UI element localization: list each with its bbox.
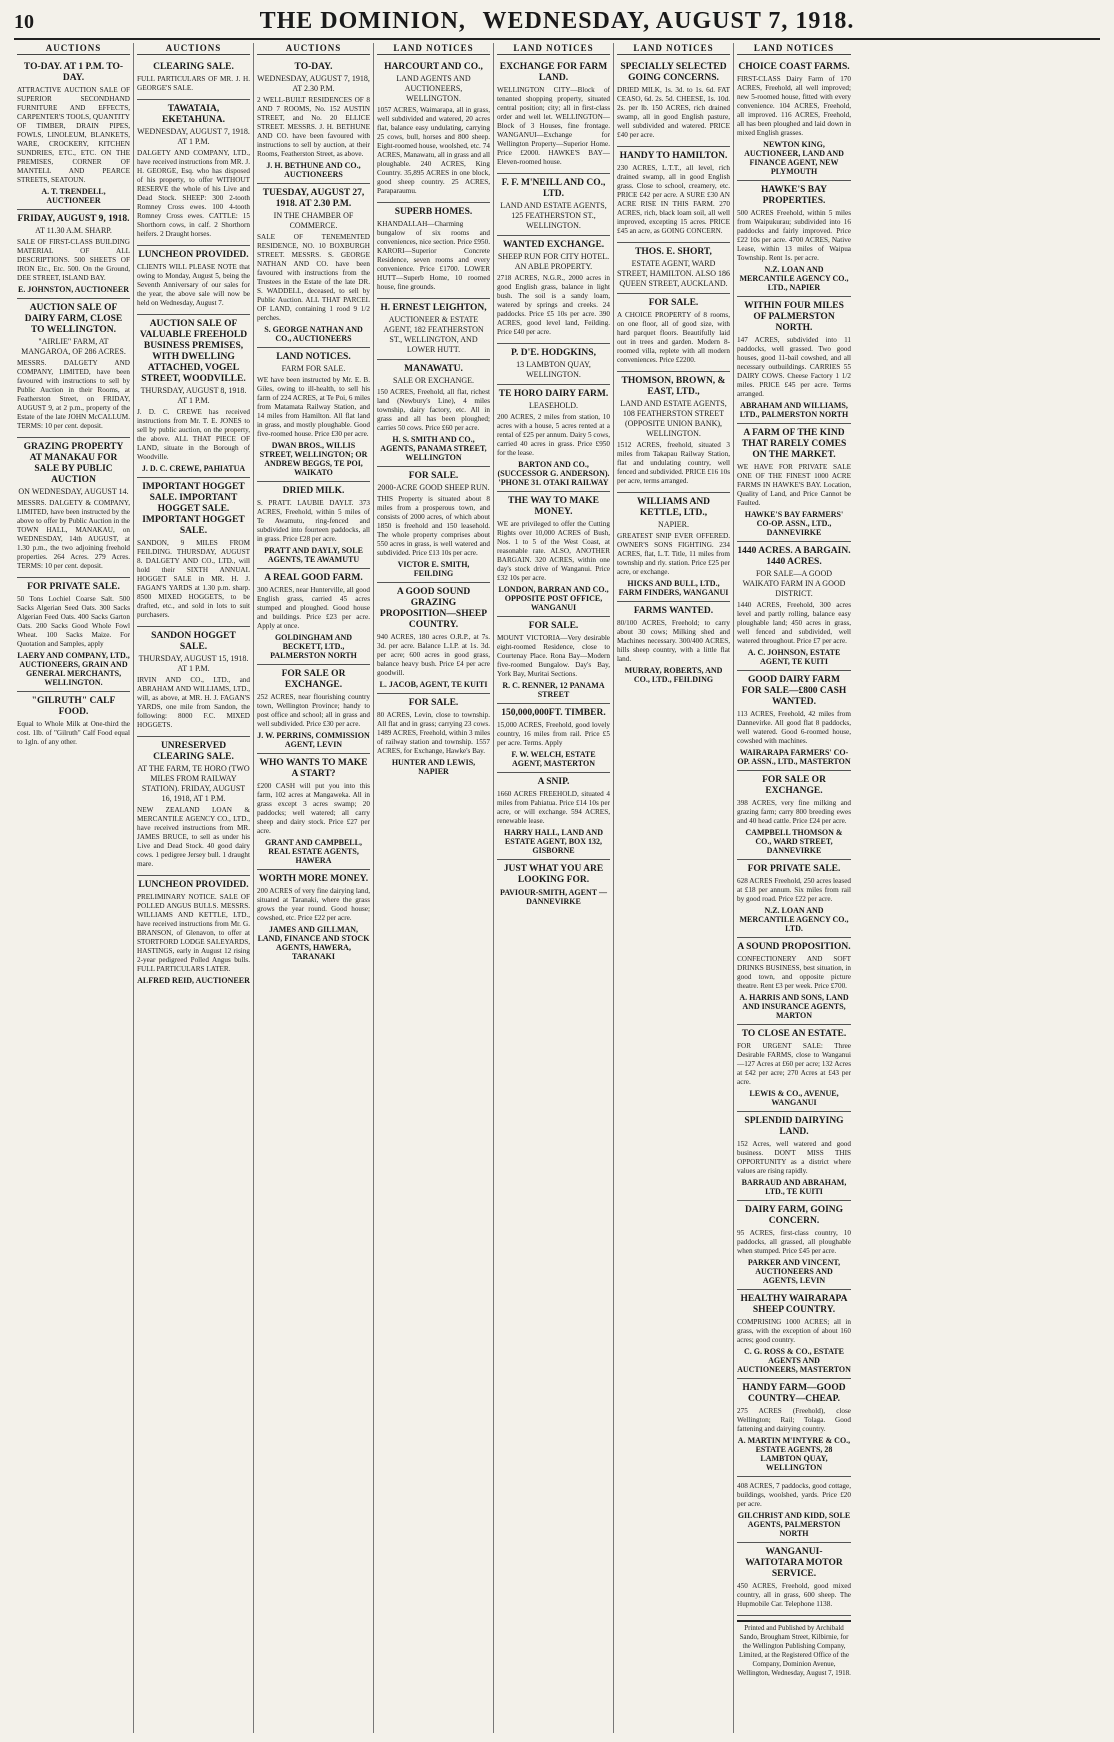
ad-body: 80/100 ACRES, Freehold; to carry about 30 cows; Milking shed and Machines necessary. 300/400 ACRES, hills sheep country, with a little flat land.: [617, 619, 730, 663]
ad-signature: PRATT AND DAYLY, SOLE AGENTS, TE AWAMUTU: [264, 546, 363, 564]
advertisement: [137, 100, 250, 246]
ad-signature: HARRY HALL, LAND AND ESTATE AGENT, BOX 132, GISBORNE: [504, 828, 603, 855]
advertisement: [17, 210, 130, 299]
ad-subhead: AUCTIONEER & ESTATE AGENT, 182 FEATHERSTON ST., WELLINGTON, AND LOWER HUTT.: [383, 315, 484, 354]
ad-headline: HEALTHY WAIRARAPA SHEEP COUNTRY.: [740, 1294, 848, 1315]
ad-body: 147 ACRES, subdivided into 11 paddocks, well grassed. Two good houses, good 11-bail cowshed, and all necessary outbuildings. CARRIES 55 DAIRY COWS. Cheese Factory 1 1/2 miles. PRICE £45 per acre. Terms arranged.: [737, 336, 851, 398]
ad-headline: FOR SALE OR EXCHANGE.: [762, 775, 826, 796]
ad-body: 150 ACRES, Freehold, all flat, richest land (Newbury's Line), 4 miles township, dairy factory, etc. All in grass and all has been ploughed; carries 50 cows. Price £60 per acre.: [377, 388, 490, 432]
ad-body: 940 ACRES, 180 acres O.R.P., at 7s. 3d. per acre. Balance L.I.P. at 1s. 3d. per acre; 600 acres in good grass, balance heavy bush. Price £4 per acre goodwill.: [377, 633, 490, 677]
ad-headline: FOR SALE.: [528, 621, 579, 631]
ad-subhead: AT 11.30 A.M. SHARP.: [35, 226, 112, 235]
advertisement: [737, 297, 851, 424]
ad-body: NEW ZEALAND LOAN & MERCANTILE AGENCY CO., LTD., have received instructions from MR. JAMES BRUCE, to sell as under his Live and Dead Stock. 40 good dairy cows. 1 pedigree Jersey bull. 1 draught mare.: [137, 806, 250, 868]
paper-name: THE DOMINION,: [259, 8, 466, 34]
ad-headline: HAWKE'S BAY PROPERTIES.: [761, 185, 827, 206]
ad-subhead: NAPIER.: [658, 520, 689, 529]
ad-headline: TO-DAY.: [294, 62, 333, 72]
ad-body: 230 ACRES, L.T.T., all level, rich drained swamp, all in good English grass. Close to school, creamery, etc. PRICE £42 per acre. A SURE £30 AN ACRE RISE IN THIS FARM. 270 ACRES, rich, black loam soil, all well improved, excepting 15 acres. PRICE £45 an acre, as GOING CONCERN.: [617, 164, 730, 235]
ad-body: 152 Acres, well watered and good business. DON'T MISS THIS OPPORTUNITY as a district where values are rising rapidly.: [737, 1140, 851, 1175]
ad-signature: A. C. JOHNSON, ESTATE AGENT, TE KUITI: [747, 648, 841, 666]
column-7: [734, 43, 854, 1733]
ad-headline: DAIRY FARM, GOING CONCERN.: [744, 1205, 844, 1226]
advertisement: [257, 665, 370, 754]
advertisement: [497, 174, 610, 236]
ad-signature: A. MARTIN M'INTYRE & CO., ESTATE AGENTS, 28 LAMBTON QUAY, WELLINGTON: [737, 1436, 851, 1472]
ad-signature: J. D. C. CREWE, PAHIATUA: [141, 464, 246, 473]
advertisement: [377, 360, 490, 467]
columns-container: [14, 43, 1100, 1733]
ad-headline: GRAZING PROPERTY AT MANAKAU FOR SALE BY PUBLIC AUCTION: [23, 442, 124, 485]
advertisement: [617, 372, 730, 493]
ad-body: 2 WELL-BUILT RESIDENCES OF 8 AND 7 ROOMS, No. 152 AUSTIN STREET, and No. 20 ELLICE STREET. MESSRS. J. H. BETHUNE AND CO. have been favoured with instructions to sell by auction, at their Rooms, Featherston Street, as above.: [257, 96, 370, 158]
ad-headline: LAND NOTICES.: [276, 352, 351, 362]
ad-signature: A. HARRIS AND SONS, LAND AND INSURANCE AGENTS, MARTON: [739, 993, 849, 1020]
issue-date: WEDNESDAY, AUGUST 7, 1918.: [482, 8, 855, 34]
ad-signature: N.Z. LOAN AND MERCANTILE AGENCY CO., LTD., NAPIER: [739, 265, 849, 292]
ad-signature: N.Z. LOAN AND MERCANTILE AGENCY CO., LTD.: [739, 906, 849, 933]
ad-headline: TO-DAY. AT 1 P.M. TO-DAY.: [23, 62, 124, 83]
advertisement: [497, 236, 610, 344]
advertisement: [137, 737, 250, 876]
ad-signature: E. JOHNSTON, AUCTIONEER: [18, 285, 129, 294]
ad-signature: H. S. SMITH AND CO., AGENTS, PANAMA STREET, WELLINGTON: [380, 435, 487, 462]
ad-signature: VICTOR E. SMITH, FEILDING: [397, 560, 470, 578]
column-header: LAND NOTICES: [737, 43, 851, 55]
ad-headline: FOR SALE.: [648, 298, 699, 308]
ad-body: FIRST-CLASS Dairy Farm of 170 ACRES, Freehold, all well improved; new 5-roomed house, fitted with every convenience. 104 ACRES, Freehold, all improved. 116 ACRES, Freehold, all has been ploughed and laid down in mixed English grasses.: [737, 75, 851, 137]
ad-headline: FOR PRIVATE SALE.: [27, 582, 120, 592]
ad-body: IRVIN AND CO., LTD., and ABRAHAM AND WILLIAMS, LTD., will, as above, at MR. H. J. FAGAN'S YARDS, one mile from Sandon, the following: 8000 F.C. MIXED HOGGETS.: [137, 676, 250, 729]
advertisement: [17, 692, 130, 753]
advertisement: [737, 771, 851, 860]
ad-body: 628 ACRES Freehold, 250 acres leased at £18 per annum. Six miles from rail by good road. Price £22 per acre.: [737, 877, 851, 903]
ad-headline: CLEARING SALE.: [153, 62, 234, 72]
column-2: [134, 43, 254, 1733]
ad-headline: THOMSON, BROWN, & EAST, LTD.,: [621, 376, 726, 397]
ad-headline: SPLENDID DAIRYING LAND.: [744, 1116, 844, 1137]
ad-signature: F. W. WELCH, ESTATE AGENT, MASTERTON: [511, 750, 596, 768]
ad-subhead: FARM FOR SALE.: [281, 364, 346, 373]
ad-headline: FOR SALE.: [408, 698, 459, 708]
ad-body: 50 Tons Lochiel Coarse Salt. 500 Sacks Algerian Seed Oats. 300 Sacks Algerian Feed Oats. 400 Sacks Garton Oats. 200 Sacks Good Whole Fowl Wheat. 100 Sacks Maize. For Quotation and Samples, apply: [17, 595, 130, 648]
ad-headline: A GOOD SOUND GRAZING PROPOSITION—SHEEP COUNTRY.: [379, 587, 488, 630]
advertisement: [497, 617, 610, 704]
ad-signature: BARTON AND CO., (SUCCESSOR G. ANDERSON). 'PHONE 31. OTAKI RAILWAY: [497, 460, 610, 487]
ad-headline: FOR PRIVATE SALE.: [747, 864, 841, 874]
ad-headline: FOR SALE OR EXCHANGE.: [281, 669, 346, 690]
advertisement: [737, 1112, 851, 1201]
ad-headline: A SNIP.: [537, 777, 570, 787]
ad-body: SALE OF FIRST-CLASS BUILDING MATERIAL OF ALL DESCRIPTIONS. 500 SHEETS OF IRON Etc., Etc. 500. On the Ground, DEE STREET, ISLAND BAY.: [17, 238, 130, 282]
advertisement: [617, 147, 730, 243]
ad-body: WE are privileged to offer the Cutting Rights over 10,000 ACRES of Bush, Nos. 1 to 5 of the West Coast, at reasonable rate. ALSO, ANOTHER BARGAIN. 320 ACRES, within one day's stock drive of Wanganui. Price £32 10s per acre.: [497, 520, 610, 582]
ad-body: GREATEST SNIP EVER OFFERED. OWNER'S SONS FIGHTING. 234 ACRES, flat, L.T. Title, 11 miles from township and rly. station. Price £25 per acre, or exchange.: [617, 532, 730, 576]
advertisement: [737, 58, 851, 181]
column-header: LAND NOTICES: [377, 43, 490, 55]
ad-subhead: FOR SALE—A GOOD WAIKATO FARM IN A GOOD DISTRICT.: [742, 569, 846, 598]
column-4: [374, 43, 494, 1733]
ad-headline: EXCHANGE FOR FARM LAND.: [499, 62, 608, 83]
ad-body: 450 ACRES, Freehold, good mixed country, all in grass, 600 sheep. The Hupmobile Car. Telephone 1138.: [737, 1582, 851, 1608]
advertisement: [737, 860, 851, 938]
ad-body: 80 ACRES, Levin, close to township. All flat and in grass; carrying 23 cows. 1489 ACRES, Freehold, within 3 miles of railway station and township. 1557 ACRES, for Exchange, Hawke's Bay.: [377, 711, 490, 755]
advertisement: [737, 1025, 851, 1112]
ad-headline: WANTED EXCHANGE.: [502, 240, 605, 250]
ad-headline: DRIED MILK.: [282, 486, 345, 496]
ad-headline: A REAL GOOD FARM.: [264, 573, 363, 583]
ad-body: 113 ACRES, Freehold, 42 miles from Dannevirke. All good flat 8 paddocks, well watered. Good 6-roomed house, cowshed with machines.: [737, 710, 851, 745]
ad-headline: THE WAY TO MAKE MONEY.: [508, 496, 599, 517]
advertisement: [137, 246, 250, 315]
ad-headline: UNRESERVED CLEARING SALE.: [153, 741, 234, 762]
ad-headline: F. F. M'NEILL AND CO., LTD.: [501, 178, 606, 199]
ad-headline: SUPERB HOMES.: [394, 207, 473, 217]
ad-headline: HANDY TO HAMILTON.: [619, 151, 728, 161]
ad-subhead: "AIRLIE" FARM, AT MANGAROA, OF 286 ACRES.: [21, 337, 126, 356]
ad-body: PRELIMINARY NOTICE. SALE OF POLLED ANGUS BULLS. MESSRS. WILLIAMS AND KETTLE, LTD., have received instructions from Mr. G. BRANSON, of Glenavon, to offer at STORTFORD LODGE SALEYARDS, HASTINGS, early in August 12 rising 2-year pedigreed Polled Angus bulls. FULL PARTICULARS LATER.: [137, 893, 250, 973]
ad-signature: C. G. ROSS & CO., ESTATE AGENTS AND AUCTIONEERS, MASTERTON: [737, 1347, 851, 1374]
ad-headline: HANDY FARM—GOOD COUNTRY—CHEAP.: [742, 1383, 846, 1404]
ad-body: 1512 ACRES, freehold, situated 3 miles from Takapau Railway Station, flat and undulating country, well fenced and subdivided. PRICE £16 10s per acre, terms arranged.: [617, 441, 730, 485]
ad-body: 300 ACRES, near Hunterville, all good English grass, carried 45 acres stumped and ploughed. Good house and buildings. Price £23 per acre. Apply at once.: [257, 586, 370, 630]
ad-signature: HICKS AND BULL, LTD., FARM FINDERS, WANGANUI: [618, 579, 729, 597]
ad-body: WE have been instructed by Mr. E. B. Giles, owing to ill-health, to sell his farm of 224 ACRES, at Te Poi, 6 miles from Matamata Railway Station, and 14 miles from Hamilton. All flat land in grass, and mostly ploughable. Good five-roomed house. Price £30 per acre.: [257, 376, 370, 438]
newspaper-title: [54, 8, 1060, 35]
ad-signature: HUNTER AND LEWIS, NAPIER: [391, 758, 476, 776]
ad-body: WELLINGTON CITY—Block of tenanted shopping property, situated central position; city; all in first-class order and well let. WELLINGTON—Block of 3 Houses, fine frontage. WANGANUI—Exchange for Wellington Property—Superior Home. Price £2000. HAWKE'S BAY—Eleven-roomed house.: [497, 86, 610, 166]
ad-signature: PARKER AND VINCENT, AUCTIONEERS AND AGENTS, LEVIN: [747, 1258, 841, 1285]
ad-signature: LONDON, BARRAN AND CO., OPPOSITE POST OFFICE, WANGANUI: [498, 585, 609, 612]
advertisement: [617, 294, 730, 372]
ad-headline: LUNCHEON PROVIDED.: [138, 880, 249, 890]
ad-body: £200 CASH will put you into this farm, 102 acres at Mangaweka. All in grass except 3 acres swamp; 20 paddocks; well watered; all carry sheep and dairy stock. Price £27 per acre.: [257, 782, 370, 835]
column-header: AUCTIONS: [137, 43, 250, 55]
advertisement: [137, 315, 250, 478]
ad-subhead: 2000-ACRE GOOD SHEEP RUN.: [377, 483, 490, 492]
ad-headline: AUCTION SALE OF VALUABLE FREEHOLD BUSINESS PREMISES, WITH DWELLING ATTACHED, VOGEL STREET, WOODVILLE.: [139, 319, 248, 384]
ad-body: 252 ACRES, near flourishing country town, Wellington Province; handy to post office and school; all in grass and well subdivided. Price £30 per acre.: [257, 693, 370, 728]
advertisement: [377, 467, 490, 583]
advertisement: [257, 870, 370, 965]
ad-headline: WANGANUI-WAITOTARA MOTOR SERVICE.: [745, 1547, 843, 1579]
advertisement: [377, 583, 490, 694]
ad-body: COMPRISING 1000 ACRES; all in grass, with the exception of about 160 acres; good country.: [737, 1318, 851, 1344]
advertisement: [137, 876, 250, 989]
column-header: AUCTIONS: [257, 43, 370, 55]
ad-body: CLIENTS WILL PLEASE NOTE that owing to Monday, August 5, being the Seventh Anniversary of our sales for the year, the above sale will now be held on Wednesday, August 7.: [137, 263, 250, 307]
column-6: [614, 43, 734, 1733]
ad-body: THIS Property is situated about 8 miles from a prosperous town, and consists of 2000 acres, of which about 1850 is freehold and 150 leasehold. The whole property comprises about 550 acres in grass, is well watered and subdivided. Price £13 10s per acre.: [377, 495, 490, 557]
advertisement: [497, 58, 610, 174]
ad-signature: GOLDINGHAM AND BECKETT, LTD., PALMERSTON NORTH: [270, 633, 357, 660]
ad-headline: AUCTION SALE OF DAIRY FARM, CLOSE TO WELLINGTON.: [24, 303, 123, 335]
ad-subhead: THURSDAY, AUGUST 8, 1918. AT 1 P.M.: [140, 386, 247, 405]
ad-body: 2718 ACRES, N.G.R., 2000 acres in good English grass, balance in light bush. The soil is a sandy loam, watered by springs and creeks. 24 paddocks. Price £5 10s per acre. 390 ACRES, good level land, Feilding. Price £40 per acre.: [497, 274, 610, 336]
ad-headline: WORTH MORE MONEY.: [258, 874, 369, 884]
ad-body: 408 ACRES, 7 paddocks, good cottage, buildings, woolshed, yards. Price £20 per acre.: [737, 1482, 851, 1508]
advertisement: [737, 1477, 851, 1543]
column-3: [254, 43, 374, 1733]
advertisement: [737, 1290, 851, 1379]
ad-signature: J. H. BETHUNE AND CO., AUCTIONEERS: [266, 161, 361, 179]
advertisement: [737, 542, 851, 671]
ad-body: FOR URGENT SALE: Three Desirable FARMS, close to Wanganui—127 Acres at £60 per acre; 132 Acres at £42 per acre; 270 Acres at £43 per acre.: [737, 1042, 851, 1086]
ad-headline: TUESDAY, AUGUST 27, 1918. AT 2.30 P.M.: [262, 188, 365, 209]
advertisement: [617, 58, 730, 147]
ad-signature: L. JACOB, AGENT, TE KUITI: [379, 680, 488, 689]
ad-subhead: ESTATE AGENT, WARD STREET, HAMILTON. ALSO 186 QUEEN STREET, AUCKLAND.: [617, 259, 730, 288]
ad-headline: HARCOURT AND CO.,: [384, 62, 483, 72]
ad-body: MESSRS. DALGETY AND COMPANY, LIMITED, have been favoured with instructions to sell by Public Auction in their Rooms, at Featherston Street, on FRIDAY, AUGUST 9, at 2 p.m., property of the Estate of the late JOHN McCALLUM. TERMS: 10 per cent. deposit.: [17, 359, 130, 430]
ad-body: ATTRACTIVE AUCTION SALE OF SUPERIOR SECONDHAND FURNITURE AND EFFECTS, CARPENTER'S TOOLS, QUANTITY OF TIMBER, DRAIN PIPES, FOWLS, LINOLEUM, BLANKETS, WARE, CROCKERY, KITCHEN SUNDRIES, ETC., ETC. ON THE PREMISES, CORNER OF MANTELL AND PEARCE STREETS, SEATOUN.: [17, 86, 130, 184]
ad-body: 1057 ACRES, Waimarapa, all in grass, well subdivided and watered, 20 acres flat, balance easy undulating, carrying 25 cows, bull, horses and 800 sheep. Eight-roomed house, woolshed, etc. 74 ACRES, Manawatu, all in grass and all ploughable. 240 ACRES, King Country. 35,895 ACRES in one block, good sheep country. 25 ACRES, Paraparaumu.: [377, 106, 490, 195]
advertisement: [257, 754, 370, 870]
advertisement: [737, 181, 851, 297]
advertisement: [257, 348, 370, 482]
advertisement: [617, 243, 730, 294]
ad-signature: LAERY AND COMPANY, LTD., AUCTIONEERS, GRAIN AND GENERAL MERCHANTS, WELLINGTON.: [17, 651, 130, 687]
ad-signature: JAMES AND GILLMAN, LAND, FINANCE AND STOCK AGENTS, HAWERA, TARANAKI: [257, 925, 370, 961]
advertisement: [137, 627, 250, 737]
ad-body: SALE OF TENEMENTED RESIDENCE, NO. 10 BOXBURGH STREET. MESSRS. S. GEORGE NATHAN AND CO. have been favoured with instructions from the Trustees in the Estate of the late DR. S. WADDELL, deceased, to sell by Public Auction. ALL THAT PARCEL OF LAND, containing 1 rood 9 1/2 perches.: [257, 233, 370, 322]
advertisement: [497, 385, 610, 492]
ad-headline: LUNCHEON PROVIDED.: [138, 250, 249, 260]
ad-body: MOUNT VICTORIA—Very desirable eight-roomed Residence, close to Courtenay Place. Rona Bay—Modern five-roomed Bungalow. Day's Bay, York Bay, Muritai Sections.: [497, 634, 610, 678]
column-header: AUCTIONS: [17, 43, 130, 55]
ad-signature: GRANT AND CAMPBELL, REAL ESTATE AGENTS, HAWERA: [265, 838, 362, 865]
advertisement: [17, 299, 130, 438]
ad-headline: TO CLOSE AN ESTATE.: [741, 1029, 847, 1039]
ad-body: 95 ACRES, first-class country, 10 paddocks, all grassed, all ploughable when stumped. Price £45 per acre.: [737, 1229, 851, 1255]
ad-body: WE HAVE FOR PRIVATE SALE ONE OF THE FINEST 1000 ACRE FARMS IN HAWKE'S BAY. Location, Quality of Land, and Price Cannot be Faulted.: [737, 463, 851, 507]
printer-imprint: Printed and Published by Archibald Sando, Brougham Street, Kilbirnie, for the Wellington Publishing Company, Limited, at the Registered Office of the Company, Dominion Avenue, Wellington, Wednesday, August 7, 1918.: [737, 1620, 851, 1678]
ad-subhead: LEASEHOLD.: [528, 401, 579, 410]
ad-body: 275 ACRES (Freehold), close Wellington; Rail; Tolaga. Good fattening and dairying country.: [737, 1407, 851, 1433]
ad-body: 1660 ACRES FREEHOLD, situated 4 miles from Pahiatua. Price £14 10s per acre, or will exchange. 594 ACRES, renewable lease.: [497, 790, 610, 825]
advertisement: [17, 438, 130, 578]
ad-signature: GILCHRIST AND KIDD, SOLE AGENTS, PALMERSTON NORTH: [737, 1511, 851, 1538]
ad-signature: NEWTON KING, AUCTIONEER, LAND AND FINANCE AGENT, NEW PLYMOUTH: [744, 140, 844, 176]
advertisement: [17, 578, 130, 692]
ad-body: DALGETY AND COMPANY, LTD., have received instructions from MR. J. H. GEORGE, Esq. who has disposed of his property, to offer WITHOUT RESERVE the whole of his Live and Dead Stock. SHEEP: 300 2-tooth Romney Cross ewes. 100 4-tooth Romney Cross ewes. CATTLE: 15 Shorthorn cows, in calf. 2 Shorthorn heifers. 2 Draught horses.: [137, 149, 250, 238]
advertisement: [377, 203, 490, 299]
ad-headline: H. ERNEST LEIGHTON,: [380, 303, 487, 313]
ad-headline: WILLIAMS AND KETTLE, LTD.,: [636, 497, 711, 518]
advertisement: [617, 493, 730, 602]
advertisement: [497, 773, 610, 860]
ad-signature: BARRAUD AND ABRAHAM, LTD., TE KUITI: [741, 1178, 847, 1196]
advertisement: [737, 424, 851, 542]
ad-body: 15,000 ACRES, Freehold, good lovely country, 16 miles from rail. Price £5 per acre. Terms. Apply: [497, 721, 610, 747]
advertisement: [257, 482, 370, 569]
column-5: [494, 43, 614, 1733]
ad-body: MESSRS. DALGETY & COMPANY, LIMITED, have been instructed by the above to offer by Public Auction in the TOWN HALL, MANAKAU, on WEDNESDAY, 14th AUGUST, at 1.30 p.m., the two adjoining freehold properties. 264 Acres. 279 Acres. TERMS: 10 per cent. deposit.: [17, 499, 130, 570]
ad-headline: A SOUND PROPOSITION.: [737, 942, 851, 952]
ad-body: CONFECTIONERY AND SOFT DRINKS BUSINESS, best situation, in good town, and opposite picture theatre. Rent £3 per week. Price £700.: [737, 955, 851, 990]
ad-signature: MURRAY, ROBERTS, AND CO., LTD., FEILDING: [624, 666, 723, 684]
ad-body: 1440 ACRES, Freehold, 300 acres level and partly rolling, balance easy ploughable land; 450 acres in grass, well fenced and subdivided, well watered throughout. Price £7 per acre.: [737, 601, 851, 645]
column-header: LAND NOTICES: [617, 43, 730, 55]
ad-signature: HAWKE'S BAY FARMERS' CO-OP. ASSN., LTD., DANNEVIRKE: [744, 510, 844, 537]
ad-headline: TE HORO DAIRY FARM.: [498, 389, 609, 399]
advertisement: [257, 58, 370, 184]
advertisement: [497, 492, 610, 617]
ad-subhead: IN THE CHAMBER OF COMMERCE.: [273, 211, 354, 230]
ad-headline: WHO WANTS TO MAKE A START?: [259, 758, 368, 779]
ad-headline: MANAWATU.: [404, 364, 463, 374]
masthead: [14, 8, 1100, 40]
ad-headline: TAWATAIA, EKETAHUNA.: [162, 104, 225, 125]
advertisement: [497, 704, 610, 773]
advertisement: [497, 860, 610, 910]
page-number: 10: [14, 11, 34, 33]
ad-subhead: THURSDAY, AUGUST 15, 1918. AT 1 P.M.: [138, 654, 249, 673]
advertisement: [737, 938, 851, 1025]
advertisement: [137, 478, 250, 627]
advertisement: [137, 58, 250, 100]
ad-body: KHANDALLAH—Charming bungalow of six rooms and conveniences, nice section. Price £950. KARORI—Superior Concrete Residence, seven rooms and every convenience. Price £1700. LOWER HUTT—Superb Home, 10 roomed house, fine grounds.: [377, 220, 490, 291]
ad-headline: FARMS WANTED.: [633, 606, 714, 616]
advertisement: [497, 344, 610, 385]
ad-body: FULL PARTICULARS OF MR. J. H. GEORGE'S SALE.: [137, 75, 250, 92]
ad-body: J. D. C. CREWE has received instructions from Mr. T. E. JONES to sell by public auction, on the property, the above. ALL THAT PIECE OF LAND, situate in the Borough of Woodville.: [137, 408, 250, 461]
ad-signature: ALFRED REID, AUCTIONEER: [137, 976, 250, 985]
ad-signature: S. GEORGE NATHAN AND CO., AUCTIONEERS: [264, 325, 363, 343]
advertisement: [377, 58, 490, 203]
ad-subhead: LAND AGENTS AND AUCTIONEERS, WELLINGTON.: [396, 74, 471, 103]
ad-subhead: WEDNESDAY, AUGUST 7, 1918, AT 2.30 P.M.: [257, 74, 370, 93]
ad-subhead: LAND AND ESTATE AGENTS, 125 FEATHERSTON ST., WELLINGTON.: [500, 201, 607, 230]
ad-subhead: SALE OR EXCHANGE.: [392, 376, 475, 385]
ad-headline: IMPORTANT HOGGET SALE. IMPORTANT HOGGET SALE. IMPORTANT HOGGET SALE.: [142, 482, 245, 536]
ad-body: S. PRATT. LAUBIE DAYLT. 373 ACRES, Freehold, within 5 miles of Te Awamutu, ring-fenced and subdivided into fourteen paddocks, all in grass. Price £28 per acre.: [257, 499, 370, 543]
ad-body: DRIED MILK, 1s. 3d. to 1s. 6d. FAT CEASO, 6d. 2s. 5d. CHEESE, 1s. 10d. 2s. per lb. 150 ACRES, rich drained swamp, all in good English pasture, well subdivided and watered. PRICE £40 per acre.: [617, 86, 730, 139]
advertisement: [377, 694, 490, 780]
ad-body: 200 ACRES, 2 miles from station, 10 acres with a house, 5 acres rented at a rental of £25 per annum. Dairy 5 cows, carried 40 acres in grass. Price £950 for the lease.: [497, 413, 610, 457]
ad-subhead: ON WEDNESDAY, AUGUST 14.: [18, 487, 129, 496]
ad-body: A CHOICE PROPERTY of 8 rooms, on one floor, all of good size, with hard parquet floors. Beautifully laid out in trees and garden. Modern 8-roomed villa, replete with all modern conveniences. Price £2200.: [617, 311, 730, 364]
advertisement: [17, 58, 130, 210]
ad-signature: ABRAHAM AND WILLIAMS, LTD., PALMERSTON NORTH: [739, 401, 849, 419]
ad-headline: A FARM OF THE KIND THAT RARELY COMES ON THE MARKET.: [741, 428, 847, 460]
ad-headline: JUST WHAT YOU ARE LOOKING FOR.: [503, 864, 604, 885]
ad-headline: 150,000,000FT. TIMBER.: [501, 708, 606, 718]
advertisement: [257, 569, 370, 665]
ad-subhead: SHEEP RUN FOR CITY HOTEL. AN ABLE PROPERTY.: [497, 252, 610, 271]
ad-subhead: WEDNESDAY, AUGUST 7, 1918. AT 1 P.M.: [137, 127, 250, 146]
ad-signature: PAVIOUR-SMITH, AGENT — DANNEVIRKE: [500, 888, 607, 906]
advertisement: [737, 1201, 851, 1290]
ad-headline: 1440 ACRES. A BARGAIN. 1440 ACRES.: [737, 546, 851, 567]
ad-signature: WAIRARAPA FARMERS' CO-OP. ASSN., LTD., MASTERTON: [737, 748, 851, 766]
ad-signature: CAMPBELL THOMSON & CO., WARD STREET, DANNEVIRKE: [745, 828, 843, 855]
advertisement: [737, 1379, 851, 1477]
ad-headline: WITHIN FOUR MILES OF PALMERSTON NORTH.: [744, 301, 844, 333]
ad-headline: FRIDAY, AUGUST 9, 1918.: [17, 214, 130, 224]
ad-headline: SANDON HOGGET SALE.: [151, 631, 236, 652]
ad-signature: J. W. PERRINS, COMMISSION AGENT, LEVIN: [257, 731, 370, 749]
ad-body: 500 ACRES Freehold, within 5 miles from Waipukurau; subdivided into 16 paddocks and fairly improved. Price £22 10s per acre. 4700 ACRES, Native Lease, within 13 miles of Waipua Township. Rent 1s. per acre.: [737, 209, 851, 262]
ad-headline: CHOICE COAST FARMS.: [738, 62, 850, 72]
advertisement: [617, 602, 730, 688]
ad-headline: FOR SALE.: [408, 471, 459, 481]
ad-headline: GOOD DAIRY FARM FOR SALE—£800 CASH WANTED.: [741, 675, 847, 707]
ad-subhead: LAND AND ESTATE AGENTS, 108 FEATHERSTON STREET (OPPOSITE UNION BANK), WELLINGTON.: [620, 399, 727, 438]
ad-headline: SPECIALLY SELECTED GOING CONCERNS.: [620, 62, 727, 83]
ad-subhead: 13 LAMBTON QUAY, WELLINGTON.: [516, 360, 591, 379]
ad-headline: P. D'E. HODGKINS,: [511, 348, 596, 358]
ad-body: 398 ACRES, very fine milking and grazing farm; carry 800 breeding ewes and 40 head cattle. Price £24 per acre.: [737, 799, 851, 825]
ad-body: 200 ACRES of very fine dairying land, situated at Taranaki, where the grass grows the year round. Good house; cowshed, etc. Price £22 per acre.: [257, 887, 370, 922]
ad-headline: "GILRUTH" CALF FOOD.: [31, 696, 116, 717]
advertisement: [257, 184, 370, 348]
ad-signature: DWAN BROS., WILLIS STREET, WELLINGTON; OR ANDREW BEGGS, TE POI, WAIKATO: [259, 441, 368, 477]
ad-body: SANDON, 9 MILES FROM FEILDING. THURSDAY, AUGUST 8. DALGETY AND CO., LTD., will hold their SIXTH ANNUAL HOGGET SALE in MR. H. J. FAGAN'S YARDS at 1.30 p.m. sharp. 8500 MIXED HOGGETS, to be drafted, etc., and sold in lots to suit purchasers.: [137, 539, 250, 619]
ad-signature: LEWIS & CO., AVENUE, WANGANUI: [749, 1089, 839, 1107]
ad-subhead: AT THE FARM, TE HORO (TWO MILES FROM RAILWAY STATION). FRIDAY, AUGUST 16, 1918, AT 1 P.M.: [137, 764, 250, 803]
ad-signature: A. T. TRENDELL, AUCTIONEER: [41, 187, 106, 205]
column-header: LAND NOTICES: [497, 43, 610, 55]
advertisement: [737, 1543, 851, 1616]
advertisement: [737, 671, 851, 771]
column-1: [14, 43, 134, 1733]
ad-body: Equal to Whole Milk at One-third the cost. 1lb. of "Gilruth" Calf Food equal to 1gln. of any other.: [17, 720, 130, 746]
advertisement: [377, 299, 490, 360]
ad-signature: R. C. RENNER, 12 PANAMA STREET: [502, 681, 605, 699]
ad-headline: THOS. E. SHORT,: [635, 247, 712, 257]
